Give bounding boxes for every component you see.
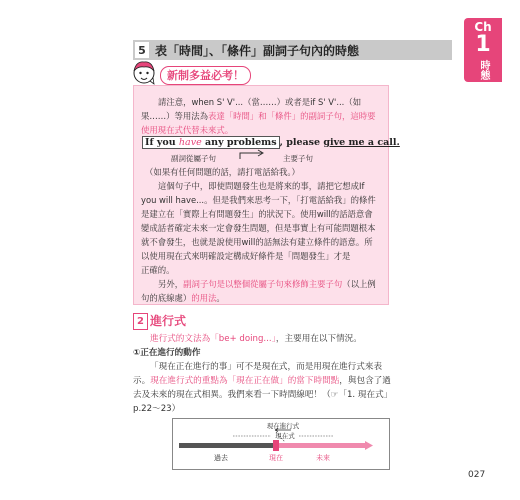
subordinate-clause-label: 副詞從屬子句: [171, 154, 216, 163]
text-line: 果……）等用法為表達「時間」和「條件」的副詞子句，這時要: [141, 111, 376, 121]
text-line: 進行式的文法為「be+ doing...」，主要用在以下情況。: [150, 334, 362, 344]
timeline-simple-label: 現在式: [275, 432, 295, 440]
page-number: 027: [468, 470, 486, 480]
sub-heading: ①正在進行的動作: [133, 348, 201, 358]
example-sentence: If you have any problems , please give me a call.: [142, 137, 400, 148]
tip-paragraph-1: [141, 95, 381, 137]
section-title: 表「時間」、「條件」副詞子句內的時態: [155, 43, 360, 58]
arrow-icon: [238, 149, 268, 161]
chapter-tab: [464, 18, 502, 82]
callout-badge: 新制多益必考！: [160, 66, 251, 85]
text-line: 就不會發生，也就是說使用will的話無法有建立條件的語意。所: [141, 237, 373, 247]
text-line: 句的底線處）的用法。: [141, 293, 225, 303]
section2-number: 2: [133, 313, 148, 330]
section-number: 5: [135, 42, 149, 58]
main-clause-label: 主要子句: [283, 154, 313, 163]
text-line: 「現在正在進行的事」可不是現在式，而是用現在進行式來表: [150, 362, 383, 372]
main-clause: give me a call.: [323, 137, 400, 148]
chapter-topic: 時態: [478, 60, 489, 80]
text-line: 另外，副詞子句是以整個從屬子句來修飾主要子句（以上例: [158, 279, 376, 289]
text-line: 去及未來的現在式相異。我們來看一下時間線吧！（☞「1. 現在式」: [133, 390, 393, 400]
text-line: 這個句子中，即使問題發生也是將來的事，請把它想成If: [158, 181, 365, 191]
text-line: 變成話者確定未來一定會發生問題，但是事實上有可能問題根本: [141, 223, 376, 233]
timeline-past-bar: [179, 443, 279, 448]
timeline-diagram: [172, 418, 390, 470]
mascot-icon: [130, 58, 158, 86]
timeline-now-marker: [273, 440, 279, 451]
timeline-progressive-label: 現在進行式: [266, 422, 300, 430]
text-line: p.22～23）: [133, 404, 181, 414]
subordinate-clause-box: If you have any problems: [142, 136, 280, 149]
section2-body: [133, 332, 393, 416]
section2-title: 進行式: [150, 314, 187, 328]
timeline-past-label: 過去: [214, 454, 228, 462]
timeline-now-label: 現在: [269, 454, 283, 462]
text-line: 以使用現在式來明確設定構成好條件是「問題發生」才是: [141, 251, 351, 261]
chapter-number: 1: [475, 32, 491, 57]
chapter-label: Ch: [474, 20, 492, 34]
text-line: 請注意，when S' V'...（當……）或者是if S' V'...（如: [158, 97, 362, 107]
section-header: [133, 40, 452, 60]
text-line: 是建立在「實際上有問題發生」的狀況下。使用will的話語意會: [141, 209, 373, 219]
text-line: 示。現在進行式的重點為「現在正在做」的當下時間點，與包含了過: [133, 376, 391, 386]
text-line: 正確的。: [141, 265, 175, 275]
timeline-future-bar: [279, 443, 365, 448]
timeline-future-label: 未來: [316, 454, 330, 462]
text-line: 使用現在式代替未來式。: [141, 125, 234, 135]
tip-paragraph-2: [141, 165, 381, 305]
translation: （如果有任何問題的話，請打電話給我。）: [145, 167, 300, 177]
text-line: you will have...。但是我們來思考一下，「打電話給我」的條件: [141, 195, 376, 205]
